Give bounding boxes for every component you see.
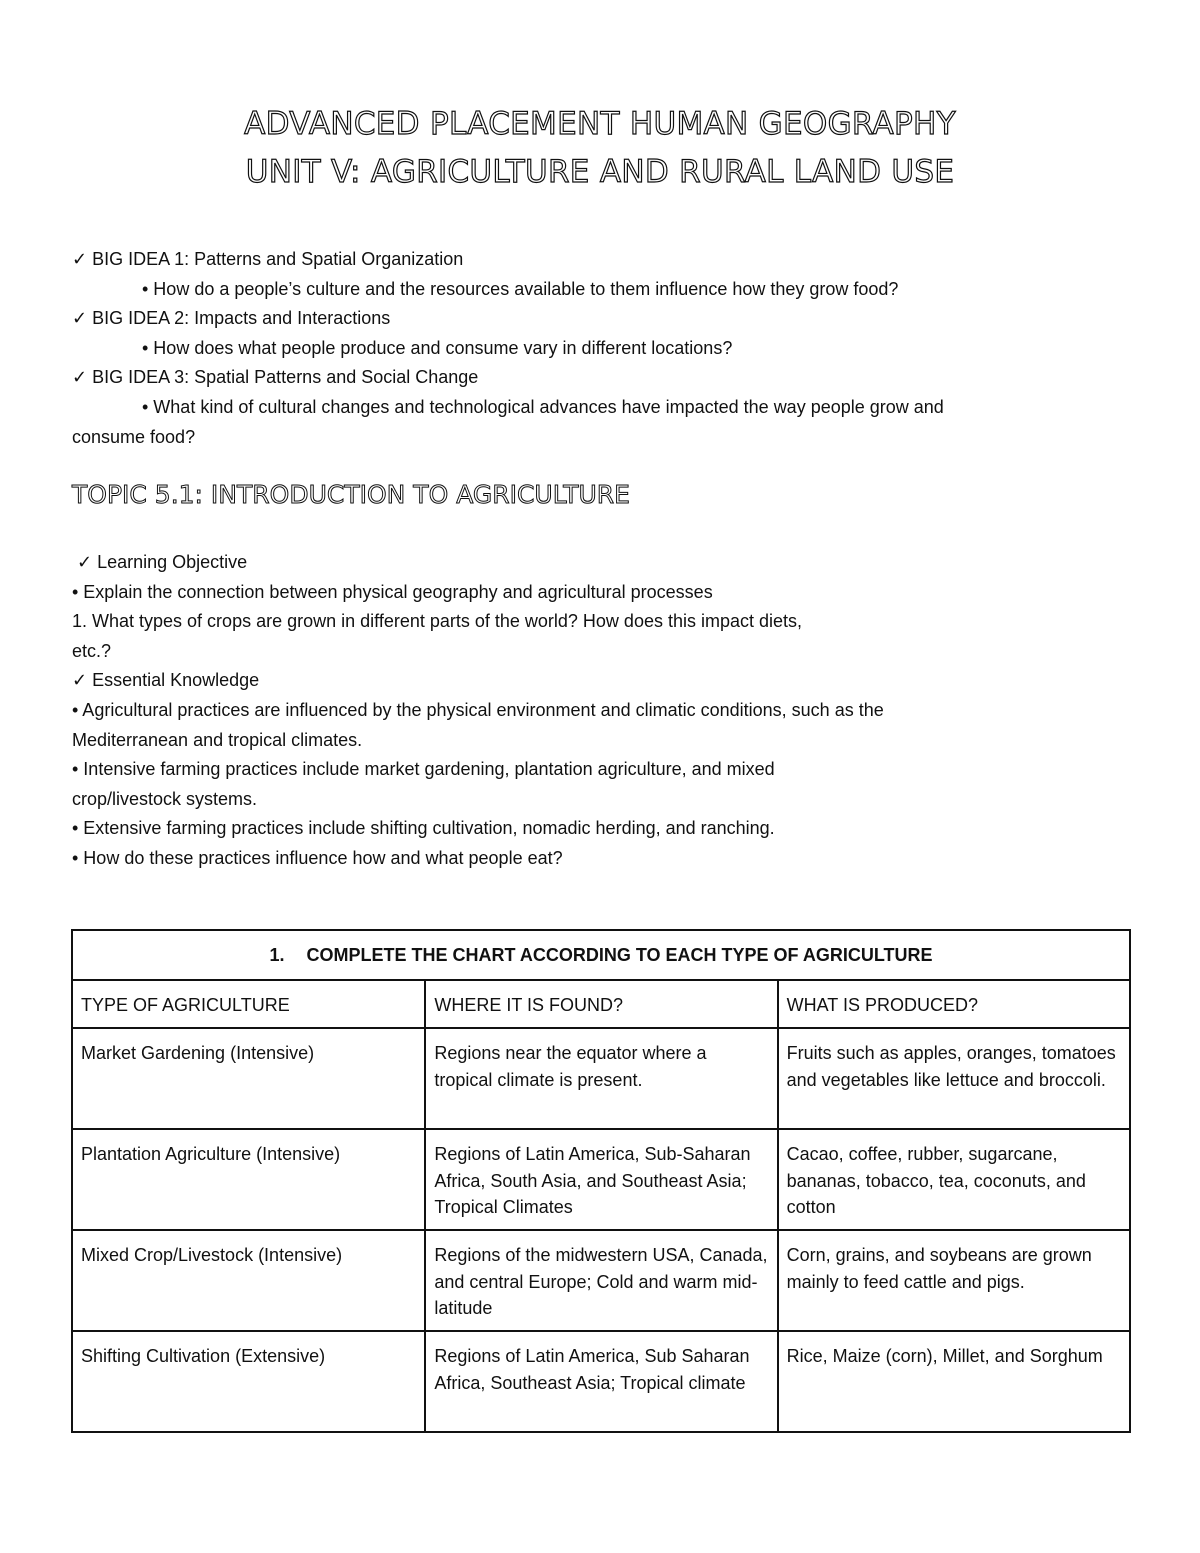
table-row — [72, 1028, 1130, 1129]
table-row — [72, 1230, 1130, 1331]
topic-heading: TOPIC 5.1: INTRODUCTION TO AGRICULTURE — [72, 480, 630, 509]
cell-where: Regions of the midwestern USA, Canada, and central Europe; Cold and warm mid-latitude — [425, 1230, 777, 1331]
chart-title-text: COMPLETE THE CHART ACCORDING TO EACH TYPE OF AGRICULTURE — [306, 945, 933, 965]
topic-section — [72, 548, 884, 874]
cell-produced: Rice, Maize (corn), Millet, and Sorghum — [778, 1331, 1130, 1432]
cell-type: Market Gardening (Intensive) — [72, 1028, 425, 1129]
cell-produced: Corn, grains, and soybeans are grown mainly to feed cattle and pigs. — [778, 1230, 1130, 1331]
cell-where: Regions of Latin America, Sub Saharan Africa, Southeast Asia; Tropical climate — [425, 1331, 777, 1432]
cell-type: Mixed Crop/Livestock (Intensive) — [72, 1230, 425, 1331]
agriculture-chart — [71, 929, 1131, 1433]
learning-objective-bullet: • Explain the connection between physical geography and agricultural processes — [72, 581, 713, 602]
big-idea-3-question-cont: consume food? — [72, 426, 196, 447]
big-idea-2-question: • How does what people produce and consume vary in different locations? — [142, 337, 733, 358]
big-ideas-section — [72, 245, 944, 452]
chart-title — [72, 930, 1130, 980]
big-idea-1-question: • How do a people’s culture and the resources available to them influence how they grow food? — [142, 278, 899, 299]
title-line-2: UNIT V: AGRICULTURE AND RURAL LAND USE — [245, 154, 955, 190]
header-type: TYPE OF AGRICULTURE — [72, 980, 425, 1028]
table-row — [72, 1129, 1130, 1230]
header-where: WHERE IT IS FOUND? — [425, 980, 777, 1028]
big-idea-1-heading: ✓ BIG IDEA 1: Patterns and Spatial Organization — [72, 249, 464, 269]
question-1: 1. What types of crops are grown in different parts of the world? How does this impact diets, — [72, 611, 803, 632]
header-produced: WHAT IS PRODUCED? — [778, 980, 1130, 1028]
table-row — [72, 1331, 1130, 1432]
knowledge-bullet-2: • Intensive farming practices include market gardening, plantation agriculture, and mixed — [72, 759, 775, 780]
cell-where: Regions of Latin America, Sub-Saharan Africa, South Asia, and Southeast Asia; Tropical Climates — [425, 1129, 777, 1230]
knowledge-bullet-1-cont: Mediterranean and tropical climates. — [72, 729, 363, 750]
cell-type: Plantation Agriculture (Intensive) — [72, 1129, 425, 1230]
big-idea-2-heading: ✓ BIG IDEA 2: Impacts and Interactions — [72, 308, 391, 329]
knowledge-bullet-3: • Extensive farming practices include shifting cultivation, nomadic herding, and ranching. — [72, 818, 775, 839]
chart-number: 1. — [269, 945, 285, 965]
table-header-row — [72, 980, 1130, 1028]
cell-produced: Fruits such as apples, oranges, tomatoes and vegetables like lettuce and broccoli. — [778, 1028, 1130, 1129]
knowledge-bullet-2-cont: crop/livestock systems. — [72, 788, 258, 809]
cell-produced: Cacao, coffee, rubber, sugarcane, bananas, tobacco, tea, coconuts, and cotton — [778, 1129, 1130, 1230]
big-idea-3-question: • What kind of cultural changes and technological advances have impacted the way people grow and — [142, 396, 944, 417]
document-title — [0, 100, 1200, 196]
question-1-cont: etc.? — [72, 640, 112, 661]
title-line-1: ADVANCED PLACEMENT HUMAN GEOGRAPHY — [244, 106, 956, 142]
knowledge-bullet-4: • How do these practices influence how and what people eat? — [72, 847, 563, 868]
essential-knowledge-heading: ✓ Essential Knowledge — [72, 670, 260, 691]
big-idea-3-heading: ✓ BIG IDEA 3: Spatial Patterns and Social Change — [72, 367, 479, 388]
cell-type: Shifting Cultivation (Extensive) — [72, 1331, 425, 1432]
knowledge-bullet-1: • Agricultural practices are influenced by the physical environment and climatic conditions, such as the — [72, 699, 884, 720]
learning-objective-heading: ✓ Learning Objective — [72, 552, 248, 572]
cell-where: Regions near the equator where a tropical climate is present. — [425, 1028, 777, 1129]
